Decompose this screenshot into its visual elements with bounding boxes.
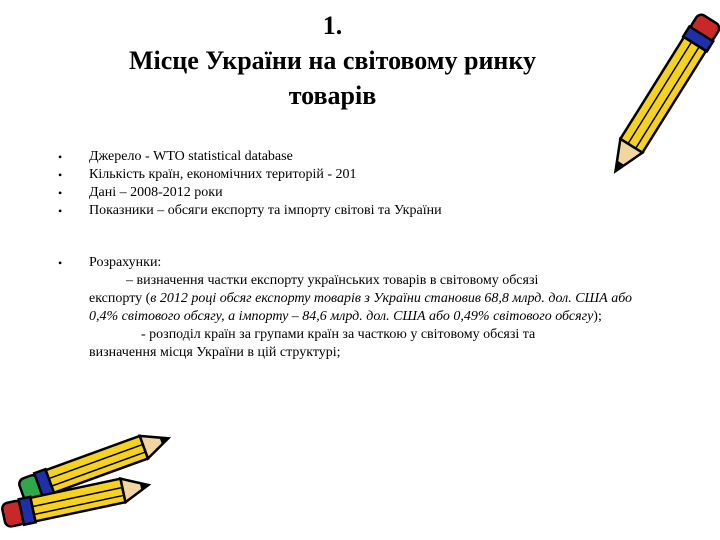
bullet-text: Дані – 2008-2012 роки <box>89 185 223 200</box>
pencil-icon <box>0 455 170 540</box>
pencil-icon <box>600 0 720 200</box>
bullet-text: Джерело - WTO statistical database <box>89 149 293 164</box>
calc-item-2-cont: визначення місця України в цій структурі; <box>89 345 341 360</box>
calc-heading: Розрахунки: <box>89 255 162 270</box>
slide-title <box>100 8 565 113</box>
bullet-icon: • <box>58 168 63 182</box>
bullet-icon: • <box>58 186 63 200</box>
bullet-text: Показники – обсяги експорту та імпорту світові та України <box>89 203 442 218</box>
calc-item-2-lead: - розподіл країн за групами країн за часткою у світовому обсязі та <box>141 327 536 342</box>
title-number: 1. <box>322 11 343 40</box>
calc-item-1-detail <box>89 290 638 326</box>
bullet-icon: • <box>58 204 63 218</box>
bullet-list <box>58 148 618 220</box>
bullet-icon: • <box>58 150 63 164</box>
calculations-block <box>58 254 638 362</box>
list-item <box>58 184 618 202</box>
title-line-2: товарів <box>288 81 377 110</box>
calc-item-1-italic: в 2012 році обсяг експорту товарів з України становив 68,8 млрд. дол. США або 0,4% світового обсягу, а імпорту – 84,6 млрд. дол. США або 0,49% світового обсягу <box>89 291 633 324</box>
calc-item-1-lead: – визначення частки експорту українських товарів в світовому обсязі <box>126 273 539 288</box>
calc-item-1-tail: ); <box>593 309 602 324</box>
list-item <box>58 254 638 272</box>
calc-body <box>58 272 638 362</box>
list-item <box>58 166 618 184</box>
title-line-1: Місце України на світовому ринку <box>128 46 537 75</box>
bullet-icon: • <box>58 256 63 270</box>
list-item <box>58 148 618 166</box>
calc-item-1-cont: експорту ( <box>89 291 151 306</box>
list-item <box>58 202 618 220</box>
bullet-text: Кількість країн, економічних територій - 201 <box>89 167 357 182</box>
